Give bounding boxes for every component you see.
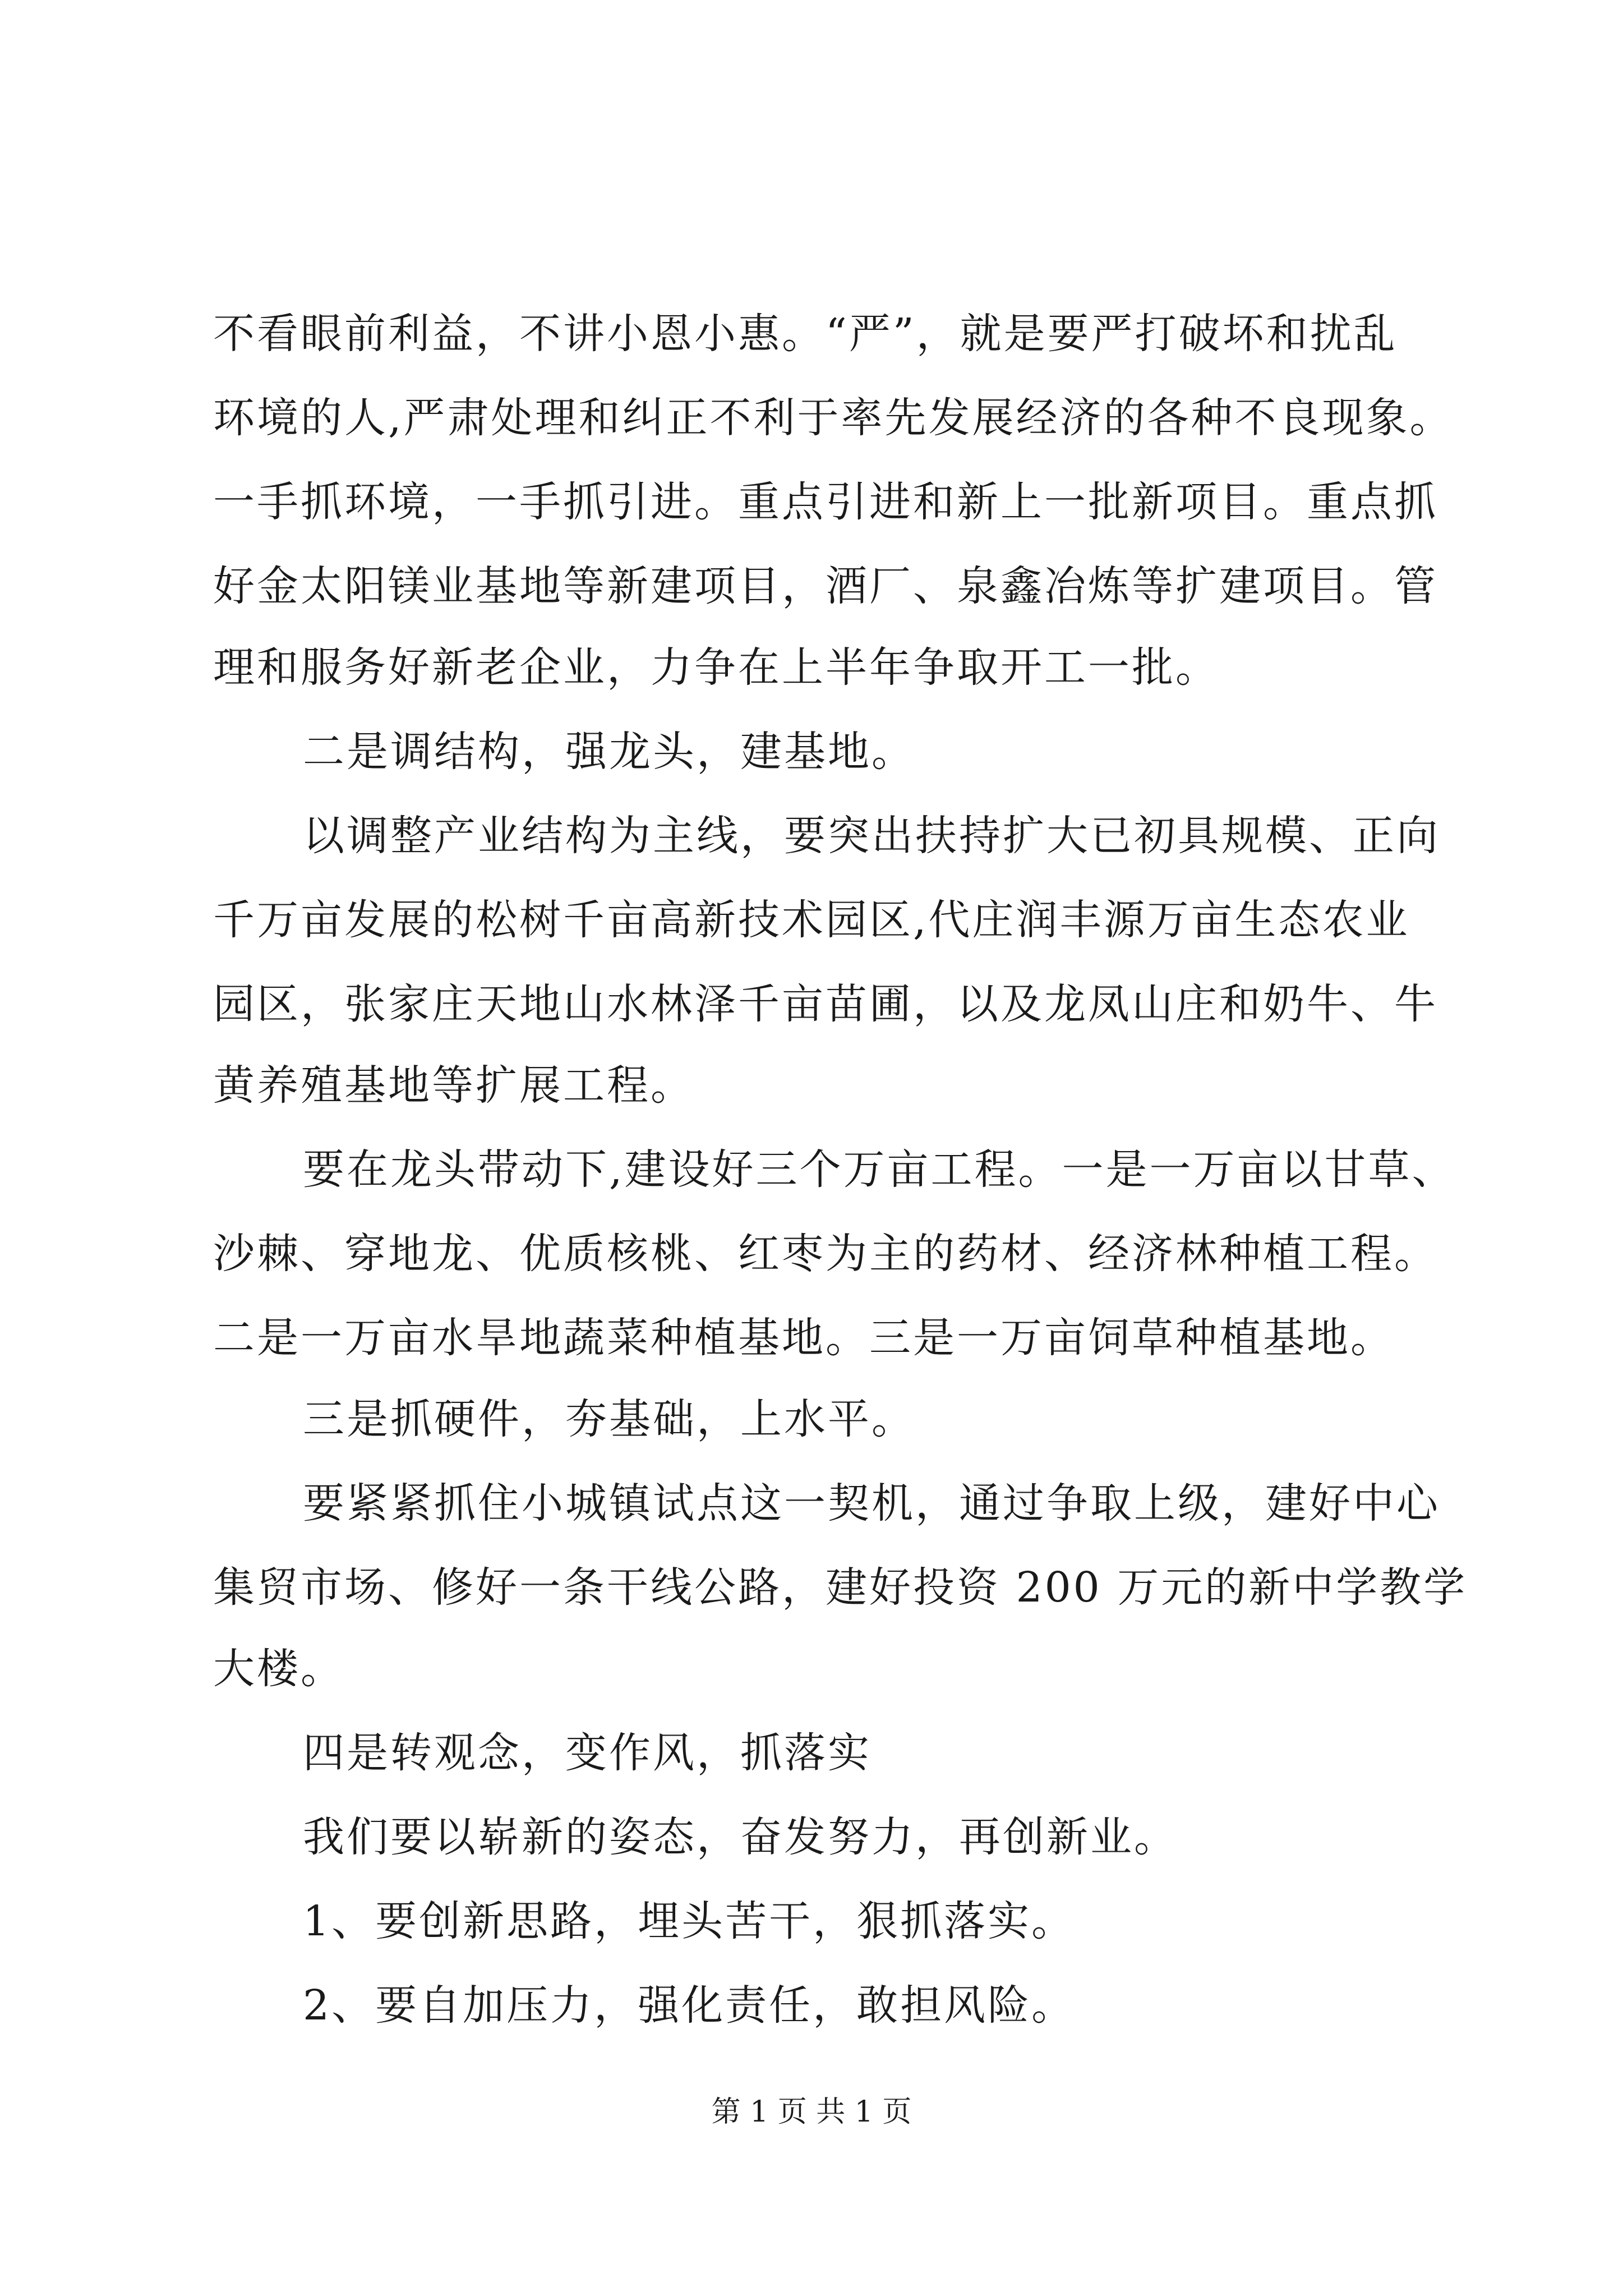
text-line: 沙棘、穿地龙、优质核桃、红枣为主的药材、经济林种植工程。 [213,1230,1438,1278]
text-line: 大楼。 [213,1645,344,1693]
text-line: 集贸市场、修好一条干线公路，建好投资 200 万元的新中学教学 [213,1563,1468,1612]
list-item: 2、要自加压力，强化责任，敢担风险。 [303,1981,1076,2030]
section-heading: 二是调结构，强龙头，建基地。 [303,728,915,776]
section-heading: 三是抓硬件，夯基础，上水平。 [303,1395,915,1443]
text-line: 要在龙头带动下,建设好三个万亩工程。一是一万亩以甘草、 [303,1145,1456,1194]
text-line: 以调整产业结构为主线，要突出扶持扩大已初具规模、正向 [303,812,1440,860]
text-line: 园区，张家庄天地山水林泽千亩苗圃，以及龙凤山庄和奶牛、牛 [213,980,1438,1028]
text-line: 环境的人,严肃处理和纠正不利于率先发展经济的各种不良现象。 [213,394,1454,442]
section-heading: 四是转观念，变作风，抓落实 [303,1729,872,1777]
text-line: 二是一万亩水旱地蔬菜种植基地。三是一万亩饲草种植基地。 [213,1314,1394,1362]
text-line: 黄养殖基地等扩展工程。 [213,1061,694,1110]
text-line: 我们要以崭新的姿态，奋发努力，再创新业。 [303,1813,1178,1861]
page-footer: 第 1 页 共 1 页 [711,2095,912,2129]
text-line: 一手抓环境，一手抓引进。重点引进和新上一批新项目。重点抓 [213,478,1438,526]
text-line: 不看眼前利益，不讲小恩小惠。“严”，就是要严打破坏和扰乱 [213,310,1398,358]
list-item: 1、要创新思路，埋头苦干，狠抓落实。 [303,1897,1076,1945]
text-line: 理和服务好新老企业，力争在上半年争取开工一批。 [213,643,1219,692]
text-line: 好金太阳镁业基地等新建项目，酒厂、泉鑫冶炼等扩建项目。管 [213,562,1438,610]
text-line: 要紧紧抓住小城镇试点这一契机，通过争取上级，建好中心 [303,1479,1440,1527]
text-line: 千万亩发展的松树千亩高新技术园区,代庄润丰源万亩生态农业 [213,896,1410,944]
